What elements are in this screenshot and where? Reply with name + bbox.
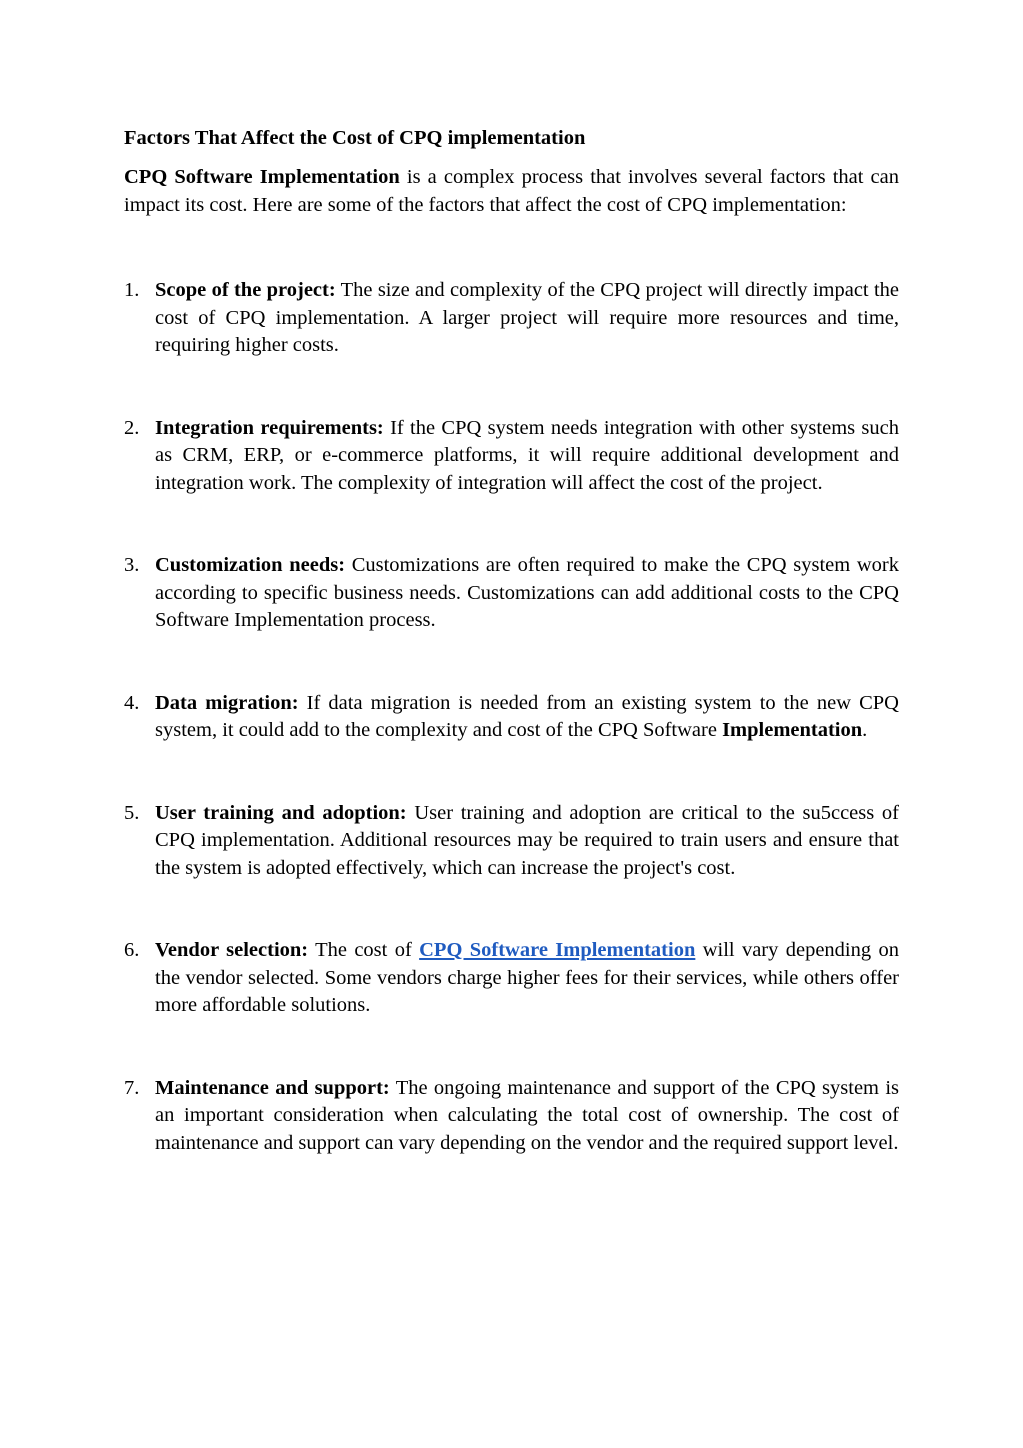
list-item-text: The ongoing maintenance and support of the CPQ system is an important consideration when calculating the total cost of ownership. The cost of maintenance and support can vary depending on the vendor and the required support level. xyxy=(155,1076,900,1154)
list-item-heading: Customization needs: xyxy=(155,554,346,576)
list-item xyxy=(124,937,899,1020)
list-item-text-after: will vary depending on the vendor selected. Some vendors charge higher fees for their services, while others offer more affordable solutions. xyxy=(155,939,899,1016)
document-page xyxy=(124,124,899,1157)
list-item-number: 1. xyxy=(124,279,140,301)
intro-bold-lead: CPQ Software Implementation xyxy=(124,166,400,188)
cpq-implementation-link[interactable]: CPQ Software Implementation xyxy=(419,939,696,961)
list-item-text-before: The cost of xyxy=(308,939,420,961)
list-item xyxy=(124,415,899,498)
list-item xyxy=(124,1075,899,1158)
list-item-bold-tail: Implementation xyxy=(722,719,863,741)
intro-paragraph xyxy=(124,164,899,219)
list-item-number: 5. xyxy=(124,801,140,824)
list-item-number: 6. xyxy=(124,939,140,961)
list-item-text: The size and complexity of the CPQ project will directly impact the cost of CPQ implementation. A larger project will require more resources and time, requiring higher costs. xyxy=(155,279,899,356)
list-item xyxy=(124,690,899,745)
list-item-tail: . xyxy=(862,719,868,741)
intro-text: is a complex process that involves several factors that can impact its cost. Here are some of the factors that affect the cost of CPQ implementation: xyxy=(124,166,899,216)
list-item-text: If data migration is needed from an existing system to the new CPQ system, it could add to the complexity and cost of the CPQ Software xyxy=(155,691,899,741)
list-item-text: User training and adoption are critical to the su5ccess of CPQ implementation. Additional resources may be required to train users and ensure that the system is adopted effectively, which can increase the project's cost. xyxy=(155,801,899,879)
list-item xyxy=(124,277,899,360)
list-item-number: 3. xyxy=(124,554,140,576)
factor-list xyxy=(124,277,899,1157)
list-item xyxy=(124,552,899,635)
document-title: Factors That Affect the Cost of CPQ implementation xyxy=(124,127,586,149)
list-item-heading: Vendor selection: xyxy=(155,939,309,961)
list-item-number: 4. xyxy=(124,691,140,714)
list-item-text: If the CPQ system needs integration with other systems such as CRM, ERP, or e-commerce platforms, it will require additional development and integration work. The complexity of integration will affect the cost of the project. xyxy=(155,416,900,494)
list-item-heading: Scope of the project: xyxy=(155,279,336,301)
list-item-heading: User training and adoption: xyxy=(155,801,407,824)
list-item xyxy=(124,800,899,883)
list-item-text: Customizations are often required to make the CPQ system work according to specific business needs. Customizations can add additional costs to the CPQ Software Implementation process. xyxy=(155,554,900,631)
list-item-heading: Maintenance and support: xyxy=(155,1076,390,1099)
list-item-heading: Data migration: xyxy=(155,691,299,714)
list-item-number: 2. xyxy=(124,416,140,439)
list-item-heading: Integration requirements: xyxy=(155,416,384,439)
list-item-number: 7. xyxy=(124,1076,140,1099)
